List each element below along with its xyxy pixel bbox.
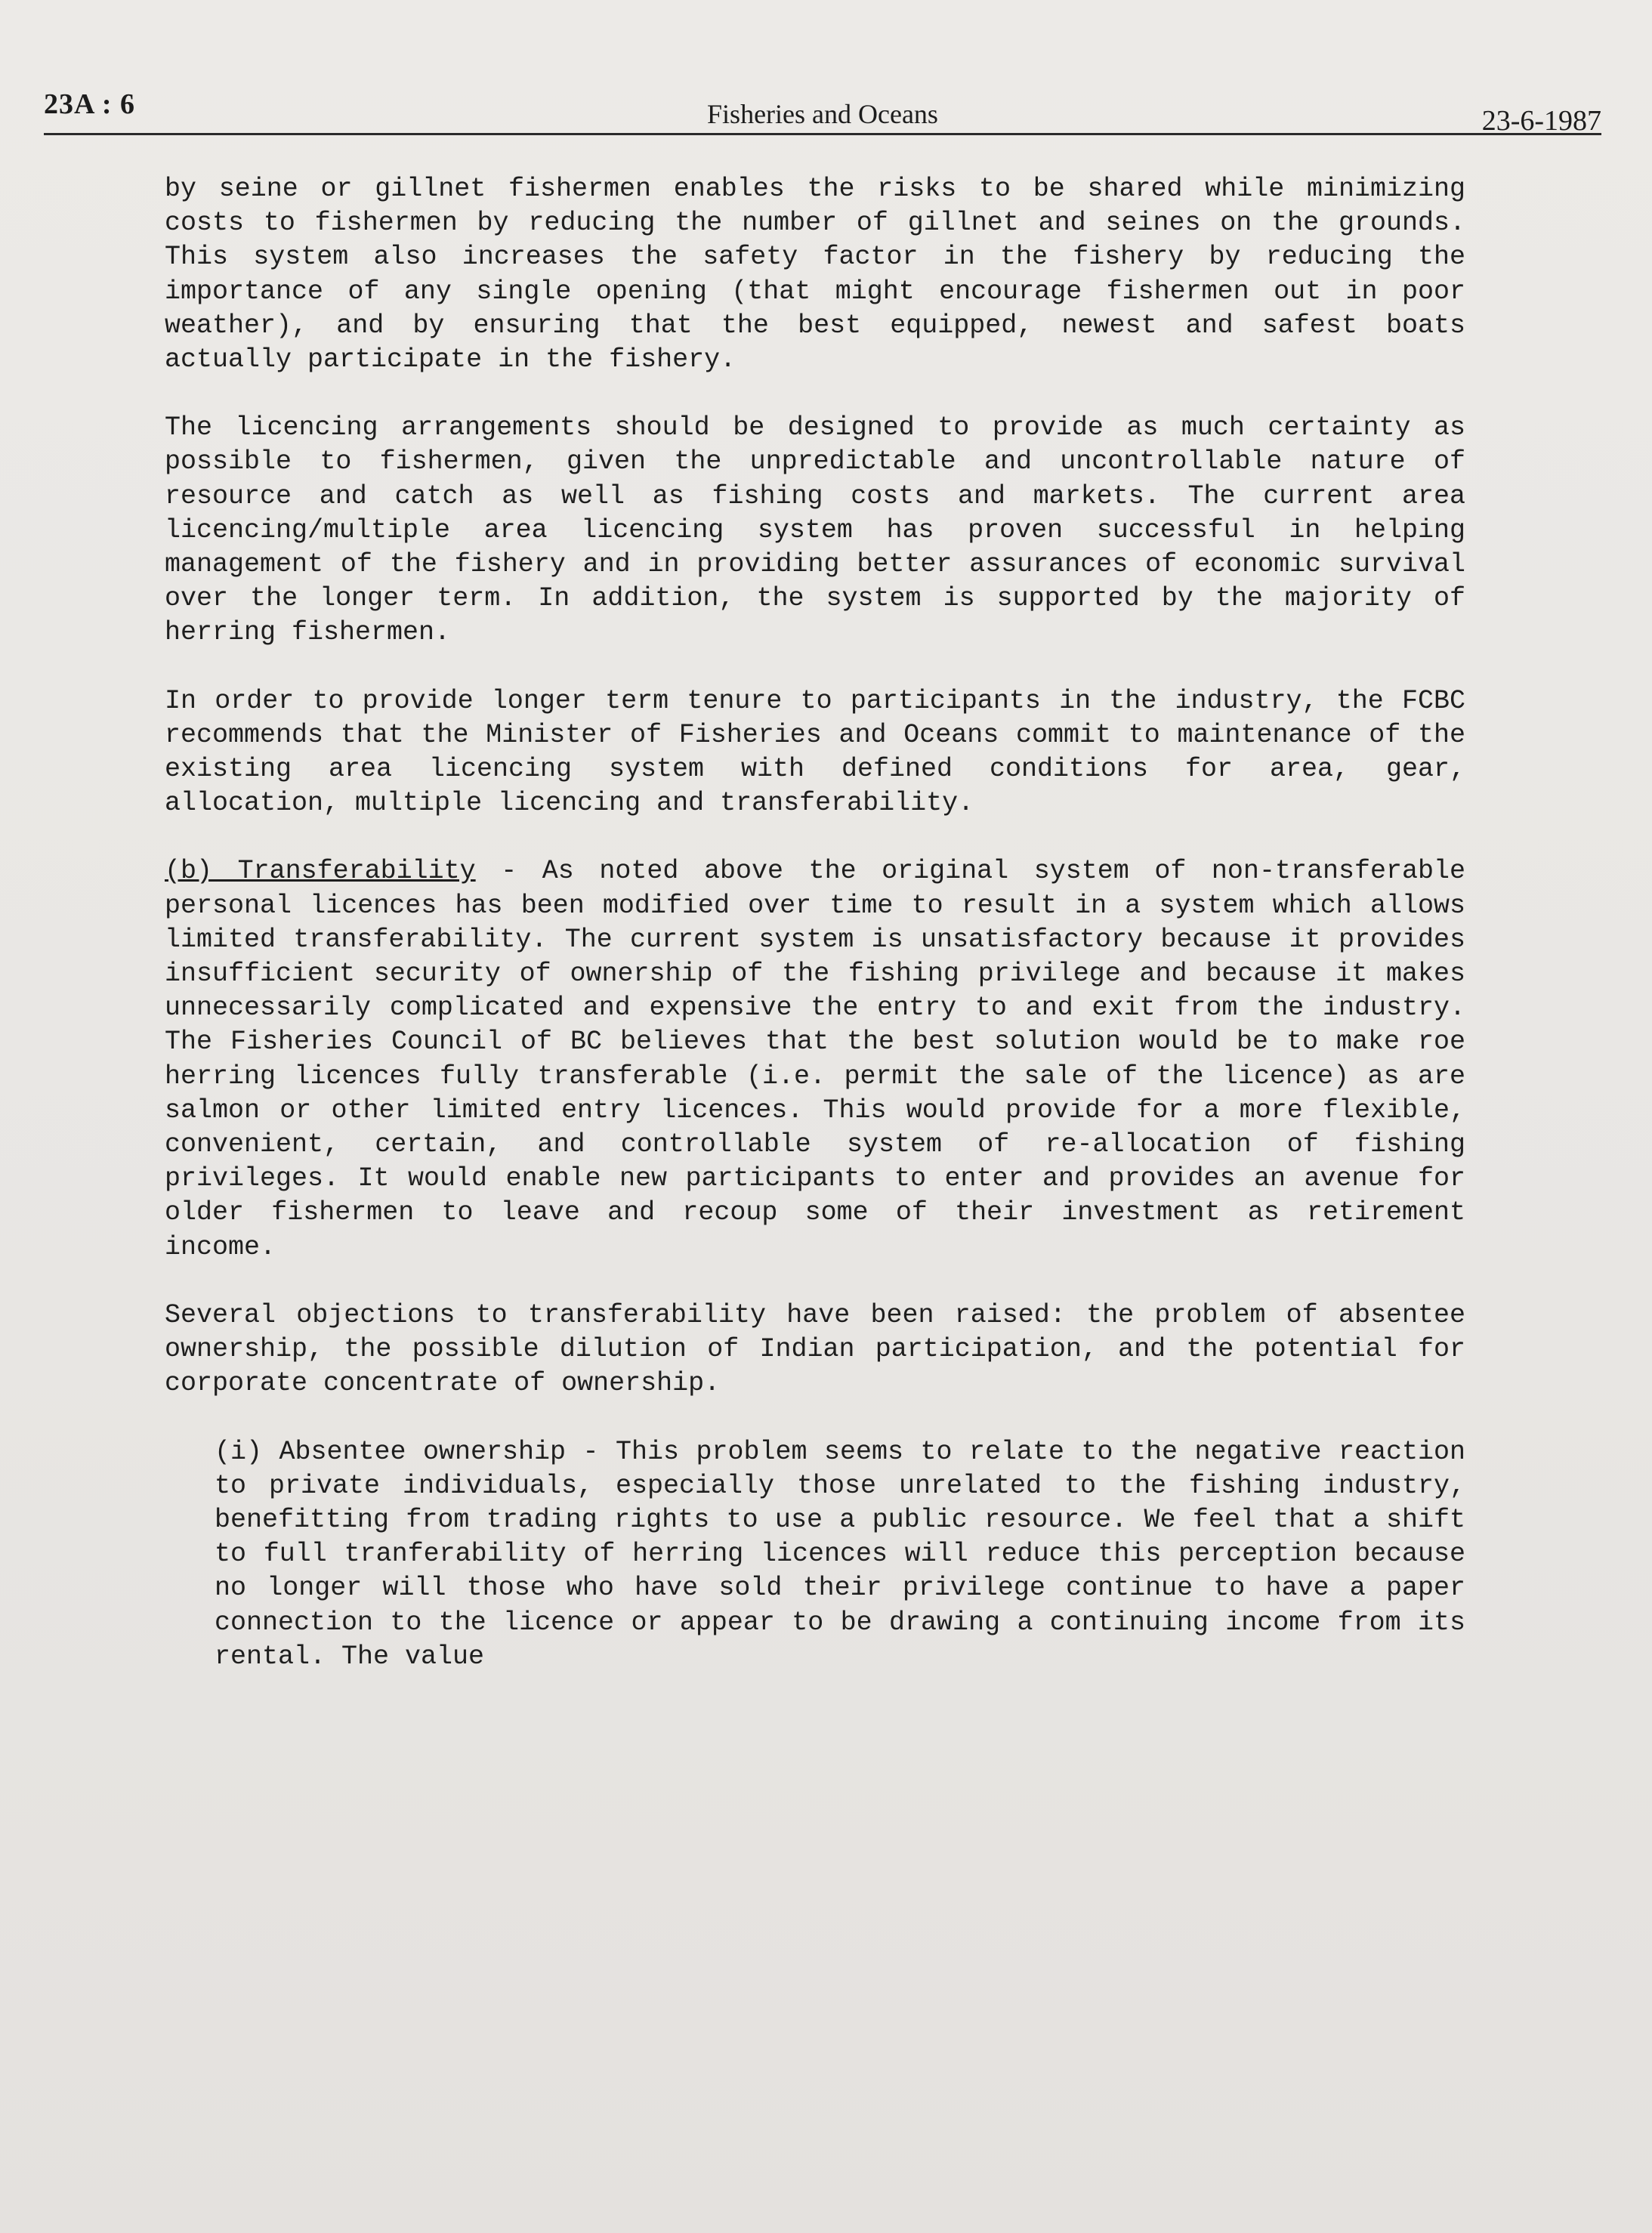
paragraph-gear-sharing: by seine or gillnet fishermen enables the risks to be shared while minimizing costs to fishermen by reducing the number of gillnet and seines on the grounds. This system also increases the safety factor in the fishery by reducing the importance of any single opening (that might encourage fishermen out in poor weather), and by ensuring that the best equipped, newest and safest boats actually participate in the fishery. <box>165 174 1465 375</box>
body-text <box>165 172 1465 1674</box>
running-title: Fisheries and Oceans <box>707 99 938 129</box>
paragraph-absentee-ownership: (i) Absentee ownership - This problem seems to relate to the negative reaction to private individuals, especially those unrelated to the fishing industry, benefitting from trading rights to use a public resource. We feel that a shift to full tranferability of herring licences will reduce this perception because no longer will those who have sold their privilege continue to have a paper connection to the licence or appear to be drawing a continuing income from its rental. The value <box>215 1436 1465 1672</box>
page-number: 23A : 6 <box>44 88 135 120</box>
transferability-heading: (b) Transferability <box>165 856 476 887</box>
paragraph-transferability <box>165 854 1465 1264</box>
paragraph-recommendation: In order to provide longer term tenure to participants in the industry, the FCBC recommends that the Minister of Fisheries and Oceans commit to maintenance of the existing area licencing system with defined conditions for area, gear, allocation, multiple licencing and transferability. <box>165 685 1465 819</box>
page-date: 23-6-1987 <box>1481 105 1601 137</box>
paragraph-licencing-arrangements: The licencing arrangements should be designed to provide as much certainty as possible to fishermen, given the unpredictable and uncontrollable nature of resource and catch as well as fishing costs and markets. The current area licencing/multiple area licencing system has proven successful in helping management of the fishery and in providing better assurances of economic survival over the longer term. In addition, the system is supported by the majority of herring fishermen. <box>165 412 1465 648</box>
paragraph-objections: Several objections to transferability have been raised: the problem of absentee ownership, the possible dilution of Indian participation, and the potential for corporate concentrate of ownership. <box>165 1299 1465 1399</box>
page-header <box>44 85 1601 135</box>
transferability-text: - As noted above the original system of non-transferable personal licences has been modified over time to result in a system which allows limited transferability. The current system is unsatisfactory because it provides insufficient security of ownership of the fishing privilege and because it makes unnecessarily complicated and expensive the entry to and exit from the industry. The Fisheries Council of BC believes that the best solution would be to make roe herring licences fully transferable (i.e. permit the sale of the licence) as are salmon or other limited entry licences. This would provide for a more flexible, convenient, certain, and controllable system of re-allocation of fishing privileges. It would enable new participants to enter and provides an avenue for older fishermen to leave and recoup some of their investment as retirement income. <box>165 856 1465 1262</box>
